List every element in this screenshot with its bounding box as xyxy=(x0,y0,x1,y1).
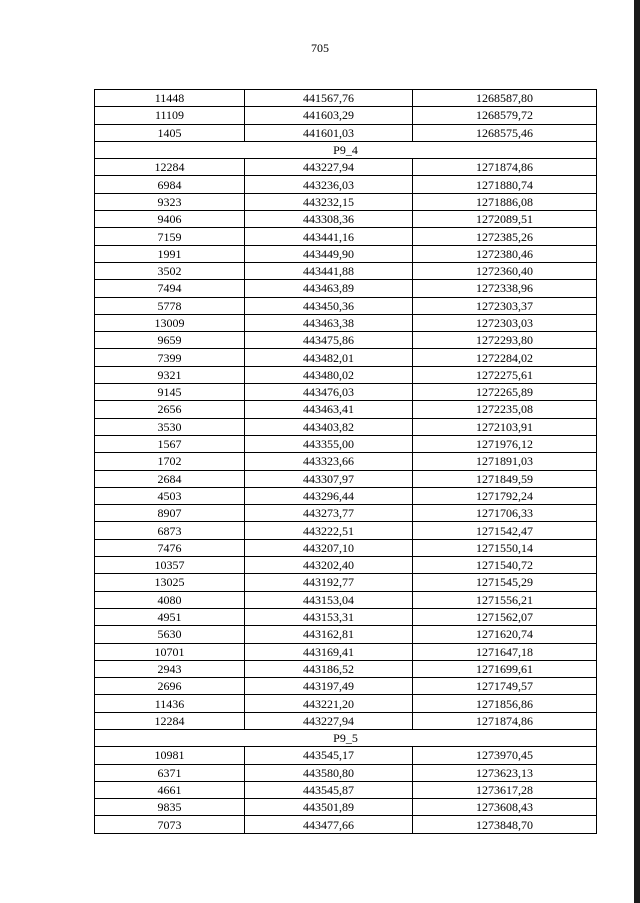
x-coordinate-cell: 443236,03 xyxy=(245,176,413,193)
x-coordinate-cell: 443355,00 xyxy=(245,435,413,452)
y-coordinate-cell: 1271545,29 xyxy=(413,574,597,591)
section-label: P9_4 xyxy=(95,141,597,158)
y-coordinate-cell: 1271856,86 xyxy=(413,695,597,712)
point-id-cell: 9659 xyxy=(95,332,245,349)
table-row xyxy=(95,176,597,193)
point-id-cell: 7159 xyxy=(95,228,245,245)
table-row xyxy=(95,124,597,141)
y-coordinate-cell: 1272265,89 xyxy=(413,384,597,401)
point-id-cell: 4503 xyxy=(95,487,245,504)
y-coordinate-cell: 1272360,40 xyxy=(413,262,597,279)
y-coordinate-cell: 1271556,21 xyxy=(413,591,597,608)
x-coordinate-cell: 443580,80 xyxy=(245,764,413,781)
y-coordinate-cell: 1271620,74 xyxy=(413,626,597,643)
table-row xyxy=(95,228,597,245)
y-coordinate-cell: 1271886,08 xyxy=(413,193,597,210)
y-coordinate-cell: 1272103,91 xyxy=(413,418,597,435)
x-coordinate-cell: 443227,94 xyxy=(245,712,413,729)
table-row xyxy=(95,643,597,660)
section-row xyxy=(95,729,597,746)
table-row xyxy=(95,660,597,677)
x-coordinate-cell: 443197,49 xyxy=(245,678,413,695)
x-coordinate-cell: 443482,01 xyxy=(245,349,413,366)
x-coordinate-cell: 443449,90 xyxy=(245,245,413,262)
x-coordinate-cell: 441601,03 xyxy=(245,124,413,141)
table-row xyxy=(95,764,597,781)
point-id-cell: 4661 xyxy=(95,781,245,798)
x-coordinate-cell: 443221,20 xyxy=(245,695,413,712)
point-id-cell: 9145 xyxy=(95,384,245,401)
point-id-cell: 9835 xyxy=(95,799,245,816)
y-coordinate-cell: 1271874,86 xyxy=(413,712,597,729)
table-row xyxy=(95,332,597,349)
x-coordinate-cell: 443162,81 xyxy=(245,626,413,643)
point-id-cell: 3530 xyxy=(95,418,245,435)
y-coordinate-cell: 1271976,12 xyxy=(413,435,597,452)
table-row xyxy=(95,107,597,124)
y-coordinate-cell: 1268587,80 xyxy=(413,90,597,107)
point-id-cell: 7073 xyxy=(95,816,245,833)
y-coordinate-cell: 1271792,24 xyxy=(413,487,597,504)
table-row xyxy=(95,401,597,418)
x-coordinate-cell: 443307,97 xyxy=(245,470,413,487)
point-id-cell: 2684 xyxy=(95,470,245,487)
y-coordinate-cell: 1272385,26 xyxy=(413,228,597,245)
point-id-cell: 6371 xyxy=(95,764,245,781)
y-coordinate-cell: 1271562,07 xyxy=(413,608,597,625)
x-coordinate-cell: 443403,82 xyxy=(245,418,413,435)
table-row xyxy=(95,435,597,452)
y-coordinate-cell: 1268575,46 xyxy=(413,124,597,141)
x-coordinate-cell: 443222,51 xyxy=(245,522,413,539)
x-coordinate-cell: 443153,04 xyxy=(245,591,413,608)
y-coordinate-cell: 1271880,74 xyxy=(413,176,597,193)
table-row xyxy=(95,557,597,574)
coordinates-table xyxy=(94,89,597,834)
table-row xyxy=(95,470,597,487)
point-id-cell: 11436 xyxy=(95,695,245,712)
point-id-cell: 2696 xyxy=(95,678,245,695)
point-id-cell: 3502 xyxy=(95,262,245,279)
point-id-cell: 7476 xyxy=(95,539,245,556)
table-row xyxy=(95,781,597,798)
table-row xyxy=(95,349,597,366)
scan-edge xyxy=(634,0,640,903)
x-coordinate-cell: 443227,94 xyxy=(245,159,413,176)
point-id-cell: 4080 xyxy=(95,591,245,608)
y-coordinate-cell: 1271891,03 xyxy=(413,453,597,470)
table-row xyxy=(95,159,597,176)
point-id-cell: 11109 xyxy=(95,107,245,124)
x-coordinate-cell: 443232,15 xyxy=(245,193,413,210)
x-coordinate-cell: 443202,40 xyxy=(245,557,413,574)
point-id-cell: 1405 xyxy=(95,124,245,141)
y-coordinate-cell: 1273623,13 xyxy=(413,764,597,781)
x-coordinate-cell: 443153,31 xyxy=(245,608,413,625)
table-row xyxy=(95,384,597,401)
table-row xyxy=(95,712,597,729)
point-id-cell: 6873 xyxy=(95,522,245,539)
table-row xyxy=(95,747,597,764)
y-coordinate-cell: 1271542,47 xyxy=(413,522,597,539)
y-coordinate-cell: 1273848,70 xyxy=(413,816,597,833)
y-coordinate-cell: 1272275,61 xyxy=(413,366,597,383)
y-coordinate-cell: 1273617,28 xyxy=(413,781,597,798)
table-row xyxy=(95,539,597,556)
x-coordinate-cell: 443463,41 xyxy=(245,401,413,418)
point-id-cell: 7494 xyxy=(95,280,245,297)
section-row xyxy=(95,141,597,158)
table-row xyxy=(95,799,597,816)
y-coordinate-cell: 1273608,43 xyxy=(413,799,597,816)
page-number: 705 xyxy=(311,41,329,55)
table-row xyxy=(95,678,597,695)
table-row xyxy=(95,608,597,625)
point-id-cell: 9406 xyxy=(95,211,245,228)
x-coordinate-cell: 443192,77 xyxy=(245,574,413,591)
point-id-cell: 5630 xyxy=(95,626,245,643)
point-id-cell: 13025 xyxy=(95,574,245,591)
y-coordinate-cell: 1272380,46 xyxy=(413,245,597,262)
table-row xyxy=(95,505,597,522)
x-coordinate-cell: 441603,29 xyxy=(245,107,413,124)
x-coordinate-cell: 443296,44 xyxy=(245,487,413,504)
table-row xyxy=(95,211,597,228)
table-row xyxy=(95,695,597,712)
y-coordinate-cell: 1271540,72 xyxy=(413,557,597,574)
x-coordinate-cell: 443323,66 xyxy=(245,453,413,470)
point-id-cell: 8907 xyxy=(95,505,245,522)
table-row xyxy=(95,280,597,297)
table-row xyxy=(95,90,597,107)
table-row xyxy=(95,193,597,210)
section-label: P9_5 xyxy=(95,729,597,746)
table-row xyxy=(95,366,597,383)
y-coordinate-cell: 1271849,59 xyxy=(413,470,597,487)
x-coordinate-cell: 443463,38 xyxy=(245,314,413,331)
x-coordinate-cell: 443501,89 xyxy=(245,799,413,816)
point-id-cell: 6984 xyxy=(95,176,245,193)
table-row xyxy=(95,591,597,608)
point-id-cell: 9321 xyxy=(95,366,245,383)
x-coordinate-cell: 441567,76 xyxy=(245,90,413,107)
x-coordinate-cell: 443477,66 xyxy=(245,816,413,833)
point-id-cell: 9323 xyxy=(95,193,245,210)
y-coordinate-cell: 1272089,51 xyxy=(413,211,597,228)
x-coordinate-cell: 443441,88 xyxy=(245,262,413,279)
y-coordinate-cell: 1271647,18 xyxy=(413,643,597,660)
table-row xyxy=(95,626,597,643)
point-id-cell: 13009 xyxy=(95,314,245,331)
table-row xyxy=(95,453,597,470)
point-id-cell: 10981 xyxy=(95,747,245,764)
x-coordinate-cell: 443545,87 xyxy=(245,781,413,798)
y-coordinate-cell: 1272303,37 xyxy=(413,297,597,314)
point-id-cell: 1991 xyxy=(95,245,245,262)
table-row xyxy=(95,816,597,833)
y-coordinate-cell: 1272235,08 xyxy=(413,401,597,418)
x-coordinate-cell: 443308,36 xyxy=(245,211,413,228)
y-coordinate-cell: 1271699,61 xyxy=(413,660,597,677)
y-coordinate-cell: 1272303,03 xyxy=(413,314,597,331)
table-row xyxy=(95,418,597,435)
table-row xyxy=(95,314,597,331)
point-id-cell: 2656 xyxy=(95,401,245,418)
point-id-cell: 5778 xyxy=(95,297,245,314)
y-coordinate-cell: 1272284,02 xyxy=(413,349,597,366)
x-coordinate-cell: 443207,10 xyxy=(245,539,413,556)
point-id-cell: 12284 xyxy=(95,159,245,176)
point-id-cell: 7399 xyxy=(95,349,245,366)
x-coordinate-cell: 443186,52 xyxy=(245,660,413,677)
y-coordinate-cell: 1273970,45 xyxy=(413,747,597,764)
point-id-cell: 12284 xyxy=(95,712,245,729)
point-id-cell: 10701 xyxy=(95,643,245,660)
table-row xyxy=(95,487,597,504)
x-coordinate-cell: 443273,77 xyxy=(245,505,413,522)
table-row xyxy=(95,262,597,279)
y-coordinate-cell: 1271749,57 xyxy=(413,678,597,695)
x-coordinate-cell: 443475,86 xyxy=(245,332,413,349)
point-id-cell: 1567 xyxy=(95,435,245,452)
point-id-cell: 10357 xyxy=(95,557,245,574)
table-row xyxy=(95,297,597,314)
x-coordinate-cell: 443441,16 xyxy=(245,228,413,245)
x-coordinate-cell: 443169,41 xyxy=(245,643,413,660)
point-id-cell: 4951 xyxy=(95,608,245,625)
y-coordinate-cell: 1272338,96 xyxy=(413,280,597,297)
x-coordinate-cell: 443450,36 xyxy=(245,297,413,314)
y-coordinate-cell: 1271874,86 xyxy=(413,159,597,176)
table-body xyxy=(95,90,597,834)
point-id-cell: 2943 xyxy=(95,660,245,677)
y-coordinate-cell: 1268579,72 xyxy=(413,107,597,124)
y-coordinate-cell: 1271550,14 xyxy=(413,539,597,556)
x-coordinate-cell: 443480,02 xyxy=(245,366,413,383)
table-row xyxy=(95,522,597,539)
y-coordinate-cell: 1272293,80 xyxy=(413,332,597,349)
x-coordinate-cell: 443463,89 xyxy=(245,280,413,297)
y-coordinate-cell: 1271706,33 xyxy=(413,505,597,522)
table-row xyxy=(95,574,597,591)
table-row xyxy=(95,245,597,262)
point-id-cell: 11448 xyxy=(95,90,245,107)
x-coordinate-cell: 443545,17 xyxy=(245,747,413,764)
x-coordinate-cell: 443476,03 xyxy=(245,384,413,401)
point-id-cell: 1702 xyxy=(95,453,245,470)
